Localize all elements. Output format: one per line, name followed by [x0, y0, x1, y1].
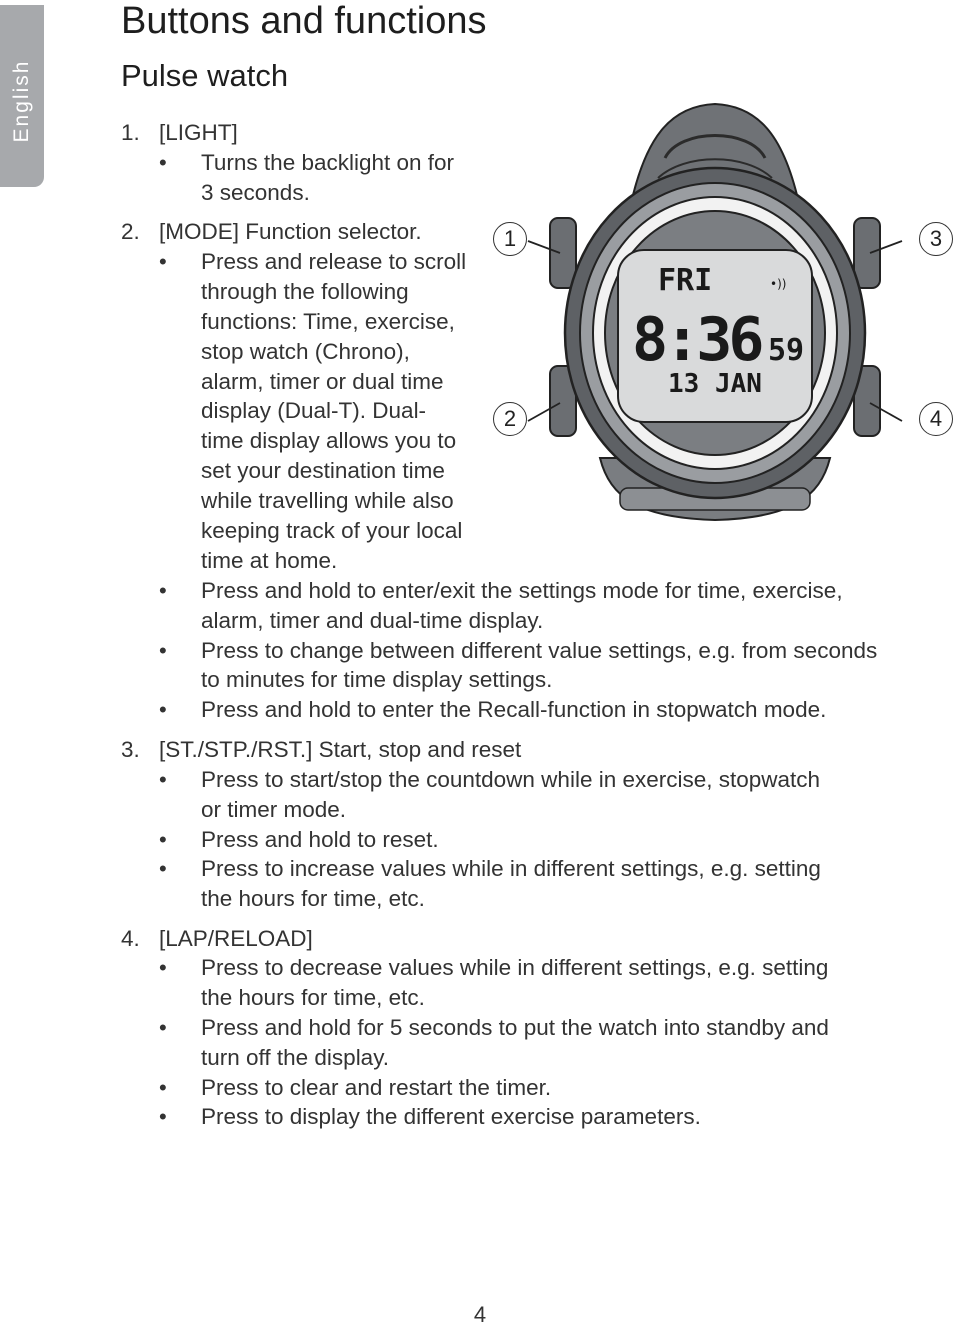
bullet-line: stop watch (Chrono), [201, 339, 410, 364]
bullet-icon: • [159, 767, 167, 792]
section-subtitle: Pulse watch [121, 58, 289, 93]
item-heading-mode: 2. [MODE] Function selector. [121, 219, 422, 244]
bullet-line: while travelling while also [201, 488, 454, 513]
display-seconds: 59 [768, 333, 805, 368]
bullet-line: or timer mode. [201, 797, 347, 822]
bullet-line: Press and release to scroll [201, 249, 467, 274]
display-time: 8:36 [632, 305, 761, 375]
bullet-icon: • [159, 249, 167, 274]
bullet-line: through the following [201, 279, 409, 304]
bullet-icon: • [159, 955, 167, 980]
bullet-line: the hours for time, etc. [201, 886, 425, 911]
page-number: 4 [473, 1302, 487, 1327]
item-heading-start-stop: 3. [ST./STP./RST.] Start, stop and reset [121, 737, 522, 762]
watch-drawing [470, 98, 960, 530]
bullet-line: Press and hold to enter the Recall-function in stopwatch mode. [201, 697, 827, 722]
bullet-line: Press to change between different value settings, e.g. from seconds [201, 638, 878, 663]
page-title: Buttons and functions [121, 0, 487, 42]
bullet-icon: • [159, 1015, 167, 1040]
bullet-icon: • [159, 1104, 167, 1129]
bullet-icon: • [159, 150, 167, 175]
bullet-line: Turns the backlight on for [201, 150, 455, 175]
display-day: FRI [658, 263, 713, 298]
bullet-line: 3 seconds. [201, 180, 310, 205]
bullet-line: display (Dual-T). Dual- [201, 398, 427, 423]
bullet-line: Press to display the different exercise parameters. [201, 1104, 701, 1129]
item-heading-lap-reload: 4. [LAP/RELOAD] [121, 926, 313, 951]
bullet-line: keeping track of your local [201, 518, 463, 543]
bullet-icon: • [159, 1075, 167, 1100]
language-tab [0, 5, 44, 187]
bullet-line: set your destination time [201, 458, 445, 483]
bullet-icon: • [159, 697, 167, 722]
bullet-icon: • [159, 638, 167, 663]
bullet-line: Press to increase values while in different settings, e.g. setting [201, 856, 821, 881]
callout-1: 1 [493, 222, 527, 256]
bullet-line: Press and hold to reset. [201, 827, 439, 852]
bullet-line: Press to decrease values while in different settings, e.g. setting [201, 955, 829, 980]
display-date: 13 JAN [668, 369, 762, 399]
item-heading-light: 1. [LIGHT] [121, 120, 238, 145]
bullet-line: alarm, timer and dual-time display. [201, 608, 544, 633]
bullet-line: time display allows you to [201, 428, 457, 453]
bullet-line: time at home. [201, 548, 338, 573]
bullet-line: Press and hold for 5 seconds to put the watch into standby and [201, 1015, 829, 1040]
bullet-icon: • [159, 827, 167, 852]
watch-illustration [470, 98, 960, 530]
bullet-line: Press and hold to enter/exit the settings mode for time, exercise, [201, 578, 843, 603]
callout-2: 2 [493, 402, 527, 436]
callout-3: 3 [919, 222, 953, 256]
bullet-icon: • [159, 578, 167, 603]
bullet-line: Press to start/stop the countdown while in exercise, stopwatch [201, 767, 821, 792]
bullet-line: turn off the display. [201, 1045, 390, 1070]
bullet-line: functions: Time, exercise, [201, 309, 455, 334]
language-label: English [10, 59, 33, 143]
bullet-line: to minutes for time display settings. [201, 667, 553, 692]
bullet-line: Press to clear and restart the timer. [201, 1075, 552, 1100]
bullet-line: alarm, timer or dual time [201, 369, 444, 394]
signal-icon: •)) [770, 277, 787, 291]
bullet-line: the hours for time, etc. [201, 985, 425, 1010]
bullet-icon: • [159, 856, 167, 881]
callout-4: 4 [919, 402, 953, 436]
